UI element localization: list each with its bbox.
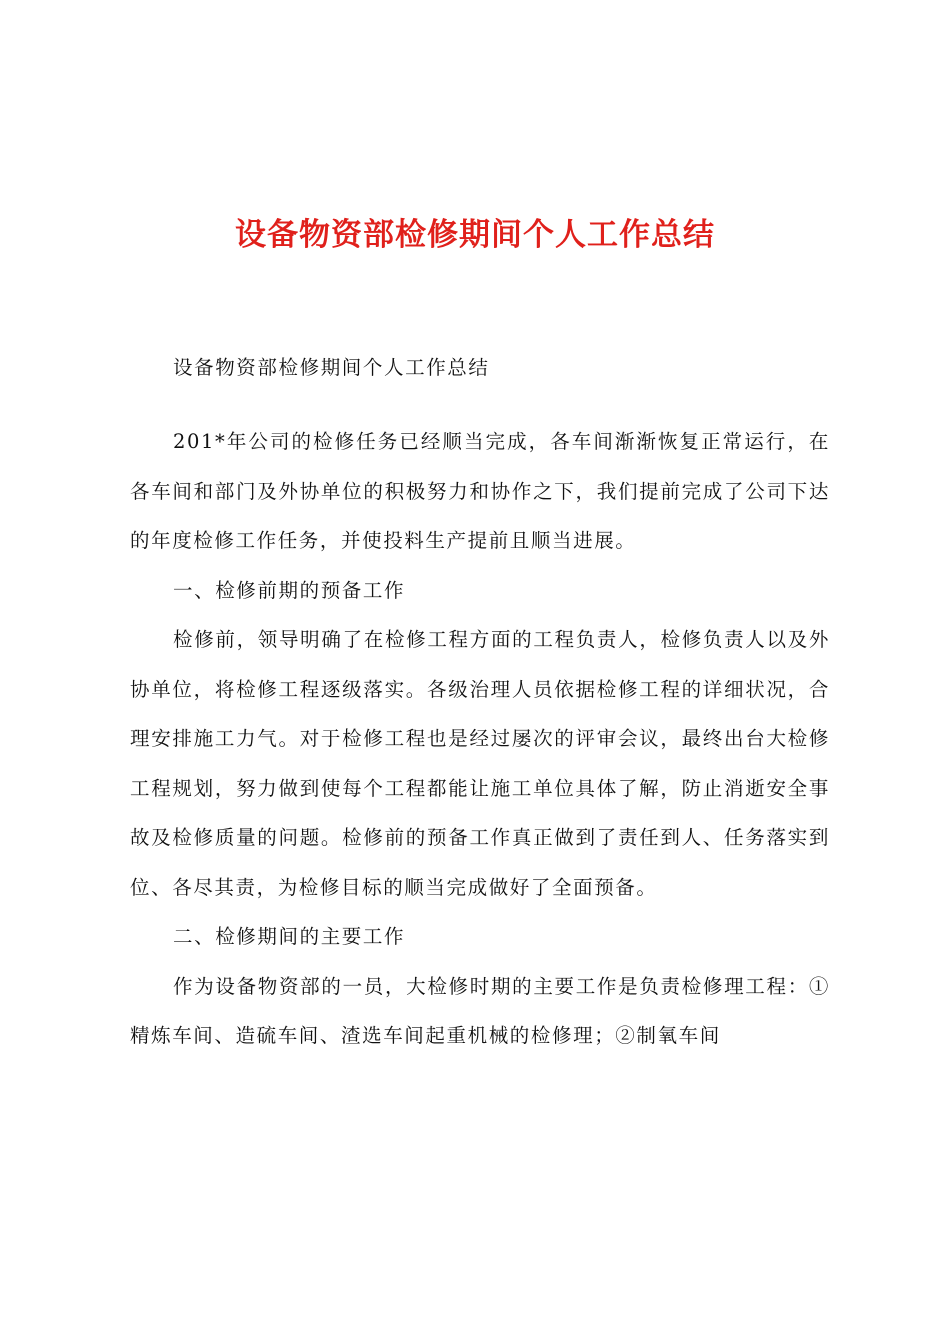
document-body <box>130 417 830 1061</box>
section-heading-main-work: 二、检修期间的主要工作 <box>173 925 406 948</box>
section-heading-preparation: 一、检修前期的预备工作 <box>173 578 406 602</box>
document-subtitle: 设备物资部检修期间个人工作总结 <box>173 356 490 379</box>
paragraph-preparation: 检修前，领导明确了在检修工程方面的工程负责人，检修负责人以及外协单位，将检修工程逐级落实。各级治理人员依据检修工程的详细状况，合理安排施工力气。对于检修工程也是经过屡次的评审会议，最终出台大检修工程规划，努力做到使每个工程都能让施工单位具体了解，防止消逝安全事故及检修质量的问题。检修前的预备工作真正做到了责任到人、任务落实到位、各尽其责，为检修目标的顺当完成做好了全面预备。 <box>130 628 830 899</box>
paragraph-main-work: 作为设备物资部的一员，大检修时期的主要工作是负责检修理工程：①精炼车间、造硫车间、渣选车间起重机械的检修理；②制氧车间 <box>130 974 830 1047</box>
paragraph-intro: 201*年公司的检修任务已经顺当完成，各车间渐渐恢复正常运行，在各车间和部门及外协单位的积极努力和协作之下，我们提前完成了公司下达的年度检修工作任务，并使投料生产提前且顺当进展。 <box>130 430 830 552</box>
document-title: 设备物资部检修期间个人工作总结 <box>235 217 715 253</box>
